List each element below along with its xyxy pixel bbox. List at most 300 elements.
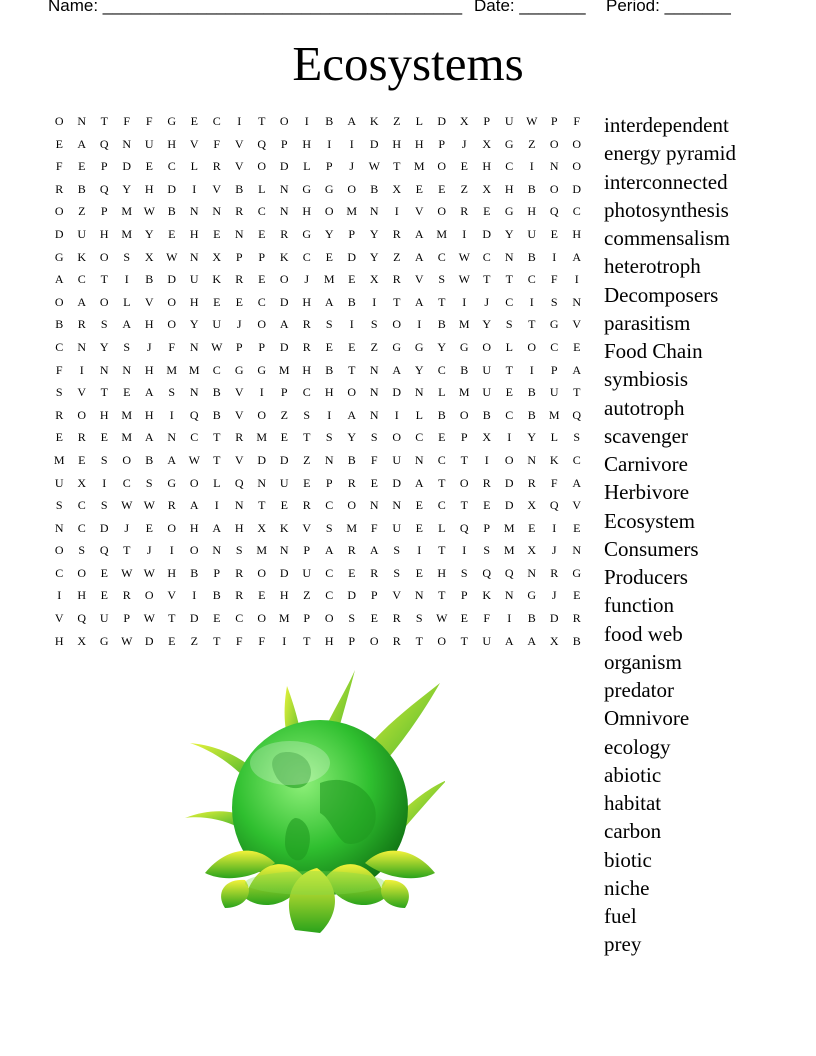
grid-letter: P xyxy=(123,611,131,626)
grid-letter: S xyxy=(100,317,108,332)
grid-letter: J xyxy=(349,159,355,174)
grid-letter: S xyxy=(325,317,333,332)
grid-letter: F xyxy=(573,114,581,128)
grid-letter: N xyxy=(369,498,379,513)
grid-letter: M xyxy=(548,407,560,422)
grid-letter: O xyxy=(257,565,267,580)
grid-letter: E xyxy=(78,159,86,174)
grid-letter: G xyxy=(302,226,312,241)
grid-letter: O xyxy=(459,407,469,422)
grid-letter: Z xyxy=(393,249,401,264)
grid-letter: H xyxy=(189,294,199,309)
date-field: Date: _______ xyxy=(474,0,586,15)
grid-letter: P xyxy=(325,475,333,490)
grid-letter: B xyxy=(325,362,334,377)
grid-letter: I xyxy=(124,272,129,287)
grid-letter: F xyxy=(55,159,63,174)
grid-letter: R xyxy=(347,543,356,558)
grid-letter: U xyxy=(189,272,199,287)
word-list-item: Consumers xyxy=(604,536,699,561)
grid-letter: B xyxy=(190,565,199,580)
grid-letter: T xyxy=(303,430,311,445)
grid-letter: Q xyxy=(504,565,514,580)
grid-letter: N xyxy=(414,385,424,400)
grid-letter: H xyxy=(302,204,312,219)
grid-letter: L xyxy=(415,114,423,128)
grid-letter: V xyxy=(302,520,312,535)
grid-letter: O xyxy=(392,317,402,332)
grid-letter: M xyxy=(503,543,515,558)
grid-letter: D xyxy=(54,226,64,241)
grid-letter: Y xyxy=(99,339,109,354)
grid-letter: T xyxy=(258,498,266,513)
grid-letter: R xyxy=(392,226,401,241)
grid-letter: O xyxy=(167,317,177,332)
grid-letter: B xyxy=(212,588,221,603)
grid-letter: W xyxy=(458,249,470,264)
grid-letter: Q xyxy=(99,181,109,196)
grid-letter: T xyxy=(393,159,401,174)
grid-letter: T xyxy=(213,430,221,445)
grid-letter: R xyxy=(482,475,491,490)
grid-letter: T xyxy=(505,272,513,287)
grid-letter: S xyxy=(235,543,243,558)
grid-letter: Q xyxy=(572,407,582,422)
grid-letter: G xyxy=(257,362,267,377)
grid-letter: R xyxy=(77,430,86,445)
grid-letter: H xyxy=(302,362,312,377)
grid-letter: I xyxy=(394,204,399,219)
grid-letter: R xyxy=(370,565,379,580)
grid-letter: E xyxy=(190,114,198,128)
grid-letter: F xyxy=(550,475,558,490)
grid-letter: J xyxy=(304,272,310,287)
grid-letter: F xyxy=(370,452,378,467)
grid-letter: J xyxy=(146,339,152,354)
grid-letter: N xyxy=(167,430,177,445)
grid-letter: I xyxy=(372,294,377,309)
grid-letter: I xyxy=(304,114,309,128)
grid-letter: X xyxy=(482,136,492,151)
grid-letter: A xyxy=(324,294,334,309)
grid-letter: J xyxy=(551,588,557,603)
grid-letter: O xyxy=(347,385,357,400)
grid-letter: W xyxy=(121,565,133,580)
word-list-item: carbon xyxy=(604,819,662,844)
grid-letter: B xyxy=(235,181,244,196)
grid-letter: D xyxy=(279,159,289,174)
grid-letter: O xyxy=(369,633,379,648)
grid-letter: B xyxy=(527,181,536,196)
grid-letter: B xyxy=(212,407,221,422)
grid-letter: I xyxy=(192,181,197,196)
grid-letter: G xyxy=(54,249,64,264)
grid-letter: Q xyxy=(257,136,267,151)
grid-letter: B xyxy=(572,633,581,648)
grid-letter: B xyxy=(437,407,446,422)
grid-letter: H xyxy=(189,226,199,241)
grid-letter: E xyxy=(325,249,333,264)
grid-letter: E xyxy=(168,226,176,241)
grid-letter: P xyxy=(348,633,356,648)
grid-letter: N xyxy=(279,181,289,196)
grid-letter: A xyxy=(324,543,334,558)
grid-letter: S xyxy=(123,249,131,264)
grid-letter: E xyxy=(55,136,63,151)
grid-letter: T xyxy=(438,543,446,558)
word-list-item: parasitism xyxy=(604,310,691,335)
grid-letter: T xyxy=(438,475,446,490)
grid-letter: B xyxy=(460,362,469,377)
grid-letter: S xyxy=(325,430,333,445)
grid-letter: P xyxy=(370,588,378,603)
grid-letter: X xyxy=(482,430,492,445)
grid-letter: D xyxy=(572,181,582,196)
grid-letter: A xyxy=(414,475,424,490)
grid-letter: X xyxy=(77,633,87,648)
grid-letter: N xyxy=(324,452,334,467)
grid-letter: S xyxy=(100,498,108,513)
grid-letter: N xyxy=(77,339,87,354)
grid-letter: E xyxy=(415,565,423,580)
grid-letter: R xyxy=(572,611,581,626)
grid-letter: A xyxy=(144,385,154,400)
grid-letter: A xyxy=(414,226,424,241)
word-list-item: heterotroph xyxy=(604,254,701,279)
grid-letter: N xyxy=(572,294,582,309)
grid-letter: W xyxy=(143,565,155,580)
grid-letter: C xyxy=(505,407,514,422)
grid-letter: I xyxy=(507,611,512,626)
grid-letter: Z xyxy=(280,407,288,422)
grid-letter: S xyxy=(393,565,401,580)
grid-letter: E xyxy=(483,204,491,219)
grid-letter: J xyxy=(124,520,130,535)
grid-letter: O xyxy=(99,249,109,264)
grid-letter: O xyxy=(99,294,109,309)
grid-letter: X xyxy=(77,475,87,490)
grid-letter: S xyxy=(460,565,468,580)
grid-letter: S xyxy=(393,543,401,558)
grid-letter: B xyxy=(527,407,536,422)
grid-letter: U xyxy=(77,226,87,241)
grid-letter: O xyxy=(279,272,289,287)
grid-letter: Q xyxy=(189,407,199,422)
grid-letter: D xyxy=(392,475,402,490)
grid-letter: G xyxy=(549,317,559,332)
grid-letter: H xyxy=(504,181,514,196)
word-list-item: symbiosis xyxy=(604,367,689,392)
grid-letter: I xyxy=(349,317,354,332)
grid-letter: R xyxy=(167,498,176,513)
grid-letter: N xyxy=(122,362,132,377)
grid-letter: D xyxy=(279,339,289,354)
grid-letter: A xyxy=(572,362,582,377)
grid-letter: N xyxy=(122,136,132,151)
grid-letter: E xyxy=(280,430,288,445)
grid-letter: Y xyxy=(437,339,447,354)
grid-letter: G xyxy=(392,339,402,354)
grid-letter: C xyxy=(257,204,266,219)
grid-letter: O xyxy=(257,611,267,626)
word-search-grid xyxy=(48,110,588,652)
grid-letter: A xyxy=(392,362,402,377)
grid-letter: A xyxy=(212,520,222,535)
grid-letter: P xyxy=(213,565,221,580)
grid-letter: N xyxy=(279,204,289,219)
grid-letter: O xyxy=(189,475,199,490)
grid-letter: I xyxy=(192,588,197,603)
grid-letter: P xyxy=(348,226,356,241)
grid-letter: G xyxy=(234,362,244,377)
grid-letter: F xyxy=(168,339,176,354)
grid-letter: V xyxy=(234,452,244,467)
grid-letter: Y xyxy=(144,226,154,241)
grid-letter: S xyxy=(573,430,581,445)
grid-letter: R xyxy=(235,565,244,580)
grid-letter: Q xyxy=(549,204,559,219)
grid-letter: N xyxy=(504,249,514,264)
grid-letter: U xyxy=(549,385,559,400)
grid-letter: E xyxy=(348,272,356,287)
grid-letter: Y xyxy=(482,317,492,332)
grid-letter: A xyxy=(144,430,154,445)
grid-letter: M xyxy=(278,362,290,377)
word-list-item: interdependent xyxy=(604,113,729,137)
word-list-item: Carnivore xyxy=(604,452,688,476)
grid-letter: E xyxy=(573,520,581,535)
green-globe-grass-icon xyxy=(185,668,445,936)
grid-letter: L xyxy=(438,385,446,400)
grid-letter: L xyxy=(258,181,266,196)
grid-letter: E xyxy=(168,633,176,648)
grid-letter: T xyxy=(168,611,176,626)
grid-letter: D xyxy=(144,633,154,648)
grid-letter: L xyxy=(438,520,446,535)
grid-letter: E xyxy=(258,588,266,603)
grid-letter: A xyxy=(77,136,87,151)
grid-letter: V xyxy=(54,611,64,626)
grid-letter: C xyxy=(257,294,266,309)
grid-letter: Q xyxy=(234,475,244,490)
grid-letter: N xyxy=(189,385,199,400)
grid-letter: A xyxy=(167,452,177,467)
word-list-item: scavenger xyxy=(604,423,688,448)
grid-letter: O xyxy=(324,204,334,219)
grid-letter: O xyxy=(549,181,559,196)
grid-letter: U xyxy=(482,633,492,648)
grid-letter: A xyxy=(504,633,514,648)
grid-letter: C xyxy=(415,430,424,445)
grid-letter: N xyxy=(54,520,64,535)
grid-letter: C xyxy=(167,159,176,174)
grid-letter: S xyxy=(100,452,108,467)
grid-letter: B xyxy=(527,385,536,400)
grid-letter: Y xyxy=(527,430,537,445)
grid-letter: M xyxy=(458,317,470,332)
grid-letter: E xyxy=(280,498,288,513)
grid-letter: G xyxy=(414,339,424,354)
word-list-item: function xyxy=(604,593,674,618)
word-list-item: interconnected xyxy=(604,169,728,194)
grid-letter: L xyxy=(550,430,558,445)
grid-letter: I xyxy=(529,362,534,377)
grid-letter: F xyxy=(550,272,558,287)
grid-letter: C xyxy=(77,520,86,535)
grid-letter: I xyxy=(394,407,399,422)
grid-letter: T xyxy=(213,633,221,648)
grid-letter: V xyxy=(212,181,222,196)
grid-letter: H xyxy=(167,565,177,580)
grid-letter: E xyxy=(100,588,108,603)
grid-letter: Z xyxy=(303,452,311,467)
grid-letter: N xyxy=(504,588,514,603)
grid-letter: T xyxy=(348,362,356,377)
grid-letter: I xyxy=(327,136,332,151)
grid-letter: F xyxy=(145,114,153,128)
grid-letter: O xyxy=(167,520,177,535)
grid-letter: R xyxy=(302,339,311,354)
grid-letter: V xyxy=(234,136,244,151)
worksheet-header xyxy=(48,0,768,20)
grid-letter: S xyxy=(325,520,333,535)
grid-letter: C xyxy=(235,611,244,626)
grid-letter: C xyxy=(325,498,334,513)
word-list-item: commensalism xyxy=(604,226,730,250)
grid-letter: T xyxy=(415,633,423,648)
grid-letter: Z xyxy=(190,633,198,648)
grid-letter: L xyxy=(213,475,221,490)
grid-letter: E xyxy=(528,520,536,535)
grid-letter: C xyxy=(212,114,221,128)
word-list-item: autotroph xyxy=(604,395,685,420)
grid-letter: M xyxy=(278,611,290,626)
grid-letter: D xyxy=(504,498,514,513)
grid-letter: B xyxy=(325,114,334,128)
grid-letter: E xyxy=(370,475,378,490)
grid-letter: C xyxy=(325,588,334,603)
grid-letter: A xyxy=(122,317,132,332)
grid-letter: C xyxy=(437,498,446,513)
grid-letter: X xyxy=(527,498,537,513)
grid-letter: T xyxy=(258,114,266,128)
grid-letter: T xyxy=(573,385,581,400)
grid-letter: Q xyxy=(549,498,559,513)
grid-letter: F xyxy=(235,633,243,648)
grid-letter: U xyxy=(482,362,492,377)
grid-letter: H xyxy=(437,565,447,580)
word-list-item: food web xyxy=(604,621,683,646)
grid-letter: W xyxy=(143,498,155,513)
grid-letter: D xyxy=(279,565,289,580)
grid-letter: K xyxy=(549,452,559,467)
grid-letter: U xyxy=(482,385,492,400)
grid-letter: D xyxy=(122,159,132,174)
grid-letter: H xyxy=(189,520,199,535)
grid-letter: P xyxy=(438,136,446,151)
grid-letter: N xyxy=(279,543,289,558)
grid-letter: K xyxy=(369,114,379,128)
grid-letter: T xyxy=(505,362,513,377)
grid-letter: N xyxy=(234,226,244,241)
grid-letter: B xyxy=(145,272,154,287)
grid-letter: E xyxy=(415,498,423,513)
grid-letter: Z xyxy=(460,181,468,196)
grid-letter: Y xyxy=(122,181,132,196)
grid-letter: H xyxy=(234,520,244,535)
grid-letter: P xyxy=(100,159,108,174)
grid-letter: H xyxy=(99,226,109,241)
grid-letter: M xyxy=(346,204,358,219)
grid-letter: V xyxy=(167,588,177,603)
grid-letter: O xyxy=(347,498,357,513)
grid-letter: D xyxy=(504,475,514,490)
grid-letter: T xyxy=(460,452,468,467)
grid-letter: K xyxy=(279,520,289,535)
grid-letter: I xyxy=(462,294,467,309)
grid-letter: E xyxy=(100,565,108,580)
grid-letter: I xyxy=(507,430,512,445)
grid-letter: Z xyxy=(370,339,378,354)
grid-letter: V xyxy=(414,204,424,219)
grid-letter: B xyxy=(482,407,491,422)
grid-letter: O xyxy=(347,181,357,196)
word-list-item: energy pyramid xyxy=(604,141,736,166)
grid-letter: P xyxy=(460,430,468,445)
word-list-item: Ecosystem xyxy=(604,508,695,533)
grid-letter: G xyxy=(302,181,312,196)
word-list-item: fuel xyxy=(604,904,637,928)
grid-letter: V xyxy=(234,407,244,422)
grid-letter: H xyxy=(324,633,334,648)
grid-letter: I xyxy=(417,317,422,332)
grid-letter: I xyxy=(462,226,467,241)
grid-letter: D xyxy=(167,272,177,287)
grid-letter: S xyxy=(303,407,311,422)
grid-letter: G xyxy=(99,633,109,648)
grid-letter: S xyxy=(483,543,491,558)
grid-letter: O xyxy=(392,430,402,445)
grid-letter: H xyxy=(414,136,424,151)
grid-letter: E xyxy=(213,294,221,309)
grid-letter: F xyxy=(213,136,221,151)
grid-letter: N xyxy=(234,498,244,513)
grid-letter: A xyxy=(414,249,424,264)
grid-letter: H xyxy=(572,226,582,241)
grid-letter: V xyxy=(572,317,582,332)
grid-letter: T xyxy=(460,633,468,648)
grid-letter: O xyxy=(257,407,267,422)
grid-letter: H xyxy=(144,362,154,377)
grid-letter: B xyxy=(347,452,356,467)
grid-letter: X xyxy=(549,633,559,648)
grid-letter: H xyxy=(144,317,154,332)
grid-letter: A xyxy=(572,475,582,490)
grid-letter: Q xyxy=(482,565,492,580)
grid-letter: T xyxy=(100,272,108,287)
grid-letter: N xyxy=(189,204,199,219)
grid-letter: S xyxy=(55,385,63,400)
grid-letter: D xyxy=(99,520,109,535)
grid-letter: M xyxy=(323,272,335,287)
grid-letter: S xyxy=(348,611,356,626)
grid-letter: I xyxy=(327,407,332,422)
grid-letter: Q xyxy=(459,520,469,535)
grid-letter: W xyxy=(143,204,155,219)
grid-letter: K xyxy=(279,249,289,264)
grid-letter: I xyxy=(57,588,62,603)
grid-letter: T xyxy=(303,633,311,648)
